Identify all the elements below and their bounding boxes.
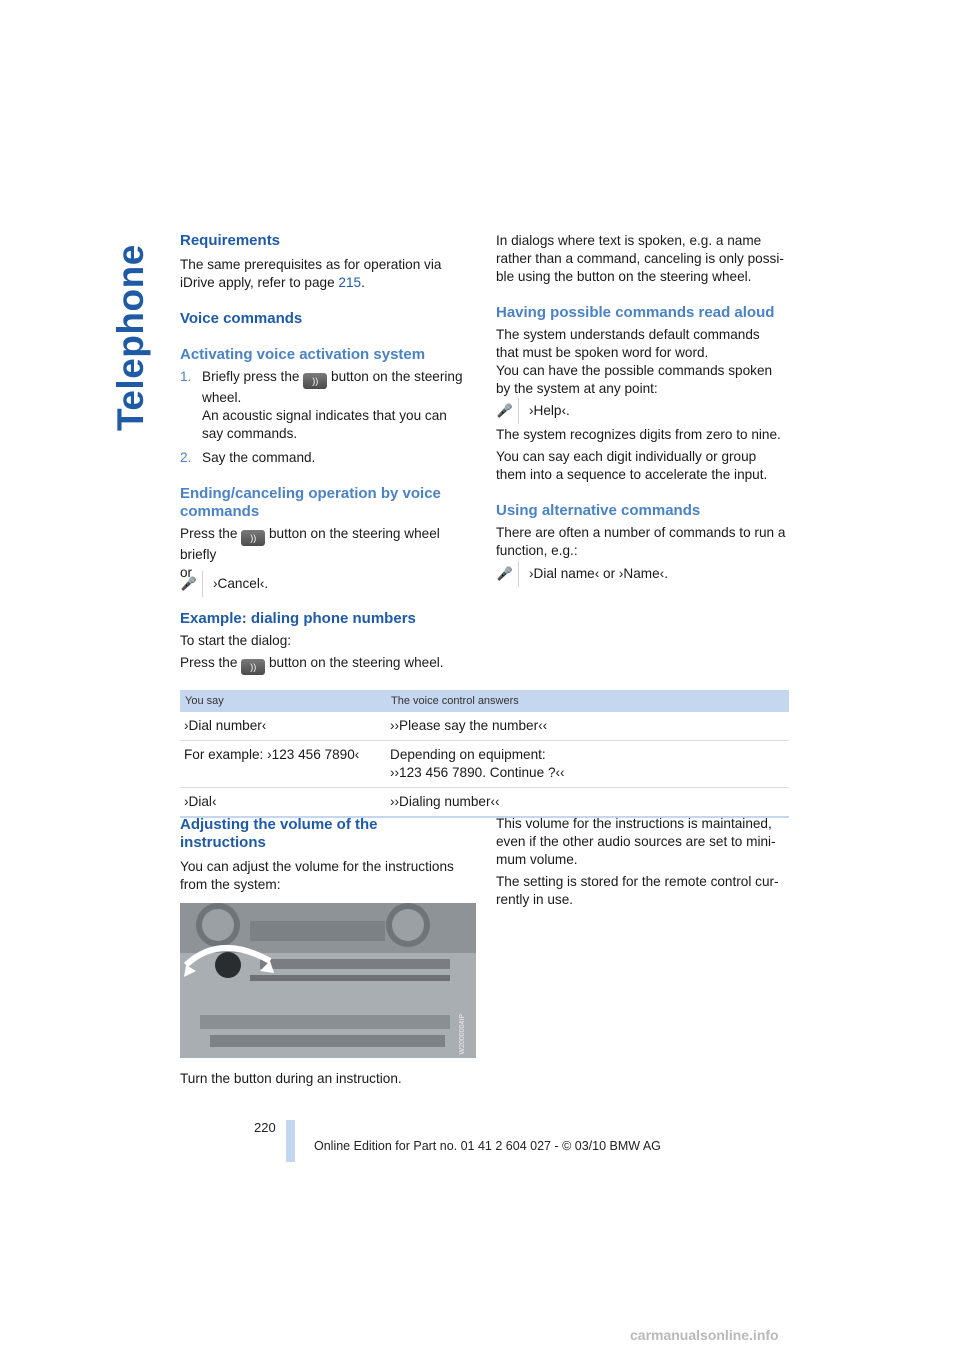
alt-line1: There are often a number of commands to run a [496, 525, 786, 540]
you-say-cell: ›Dial number‹ [180, 712, 386, 741]
page-reference-link[interactable]: 215 [338, 275, 362, 290]
step1-text: Briefly press the [202, 369, 304, 384]
you-say-cell: For example: ›123 456 7890‹ [180, 741, 386, 788]
volume-line1: This volume for the instructions is maintained, [496, 816, 772, 831]
example-press-cont: button on the steering wheel. [265, 655, 444, 670]
photo-code: W2000004IP [459, 1013, 466, 1054]
activating-heading: Activating voice activation system [180, 346, 426, 363]
ending-briefly: briefly [180, 547, 217, 562]
voice-command-icon: 🎤 [496, 403, 514, 418]
page-number: 220 [254, 1120, 276, 1135]
example-text: To start the dialog: [180, 633, 292, 648]
answer-cell [386, 741, 789, 788]
table-row [180, 788, 789, 818]
read-aloud-heading: Having possible commands read aloud [496, 304, 775, 321]
table-row [180, 712, 789, 741]
step-number: 1. [180, 369, 192, 384]
alt-line2: function, e.g.: [496, 543, 578, 558]
right-column-cont [496, 426, 796, 560]
dialogs-line1: In dialogs where text is spoken, e.g. a name [496, 233, 762, 248]
group-line2: them into a sequence to accelerate the input. [496, 467, 768, 482]
stored-line1: The setting is stored for the remote control cur- [496, 874, 779, 889]
alternative-heading: Using alternative commands [496, 502, 701, 519]
col-header-you-say: You say [180, 690, 386, 712]
answer-cell: ››Dialing number‹‹ [386, 788, 789, 818]
turn-text: Turn the button during an instruction. [180, 1071, 402, 1086]
step2-text: Say the command. [202, 450, 316, 465]
adjust-volume-section [180, 816, 470, 894]
voice-dialog-table [180, 690, 789, 818]
steering-voice-button-icon: )) [241, 530, 265, 546]
adjust-text-line2: from the system: [180, 877, 281, 892]
steering-voice-button-icon: )) [241, 659, 265, 675]
help-command: ›Help‹. [529, 403, 570, 418]
read-line3: You can have the possible commands spoken [496, 363, 773, 378]
digits-text: The system recognizes digits from zero to nine. [496, 427, 781, 442]
answer-line1: Depending on equipment: [390, 747, 546, 762]
ending-or: or [180, 565, 193, 580]
cancel-command-row [180, 569, 268, 599]
section-sidebar-title: Telephone [110, 244, 151, 432]
read-line1: The system understands default commands [496, 327, 760, 342]
table-row [180, 741, 789, 788]
watermark: carmanualsonline.info [630, 1327, 779, 1343]
control-panel-illustration [180, 903, 476, 1058]
footer-accent-bar [286, 1120, 295, 1162]
example-section [180, 610, 470, 675]
voice-command-icon: 🎤 [180, 576, 198, 591]
adjust-heading-line1: Adjusting the volume of the [180, 816, 378, 833]
answer-line2: ››123 456 7890. Continue ?‹‹ [390, 765, 565, 780]
control-panel-photo [180, 903, 476, 1058]
requirements-text-line1: The same prerequisites as for operation via [180, 257, 442, 272]
voice-commands-heading: Voice commands [180, 310, 303, 327]
step1-acoustic-line2: say commands. [202, 426, 298, 441]
dialogs-line2: rather than a command, canceling is only possi- [496, 251, 784, 266]
adjust-heading-line2: instructions [180, 834, 266, 851]
step1-text-cont: button on the steering [327, 369, 463, 384]
edition-text: Online Edition for Part no. 01 41 2 604 027 - © 03/10 BMW AG [314, 1139, 661, 1153]
ending-heading-line1: Ending/canceling operation by voice [180, 485, 441, 502]
alt-command: ›Dial name‹ or ›Name‹. [529, 566, 668, 581]
example-heading: Example: dialing phone numbers [180, 610, 416, 627]
ending-text: Press the [180, 526, 242, 541]
col-header-answers: The voice control answers [386, 690, 789, 712]
help-command-row [496, 396, 570, 426]
ending-heading-line2: commands [180, 503, 260, 520]
voice-command-icon: 🎤 [496, 566, 514, 581]
read-line4: by the system at any point: [496, 381, 658, 396]
group-line1: You can say each digit individually or group [496, 449, 757, 464]
requirements-heading: Requirements [180, 232, 281, 249]
step-number: 2. [180, 450, 192, 465]
cancel-command: ›Cancel‹. [213, 576, 269, 591]
steering-voice-button-icon: )) [303, 373, 327, 389]
right-column [496, 232, 796, 398]
volume-line2: even if the other audio sources are set to mini- [496, 834, 776, 849]
you-say-cell: ›Dial‹ [180, 788, 386, 818]
adjust-text-line1: You can adjust the volume for the instructions [180, 859, 454, 874]
step1-text-wheel: wheel. [202, 390, 242, 405]
step1-acoustic-line1: An acoustic signal indicates that you can [202, 408, 447, 423]
stored-line2: rently in use. [496, 892, 574, 907]
dialogs-line3: ble using the button on the steering wheel. [496, 269, 752, 284]
answer-cell: ››Please say the number‹‹ [386, 712, 789, 741]
left-column: Requirements The same prerequisites as for operation via iDrive apply, refer to page 215. Voice commands Activating voice activation system 1. Briefly press the )) button on the steering wheel. An acoustic signal indicates that you can say commands. 2. Say the command. Ending/canceling operation by voice commands Press the )) button on the steering wheel briefly or [180, 232, 470, 582]
ending-text-cont: button on the steering wheel [265, 526, 440, 541]
requirements-text-line2: iDrive apply, refer to page [180, 275, 339, 290]
read-line2: that must be spoken word for word. [496, 345, 709, 360]
example-press: Press the [180, 655, 242, 670]
alt-command-row [496, 559, 668, 589]
volume-right-section [496, 815, 796, 909]
volume-line3: mum volume. [496, 852, 578, 867]
